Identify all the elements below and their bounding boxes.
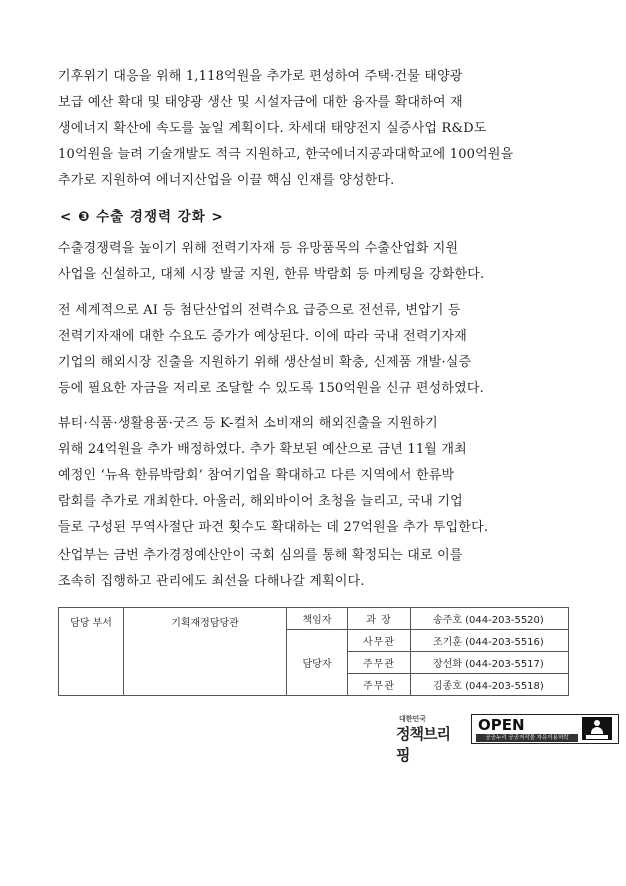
text-line: 들로 구성된 무역사절단 파견 횟수도 확대하는 데 27억원을 추가 투입한다. <box>58 520 489 535</box>
attribution-person-icon <box>582 717 612 740</box>
paragraph-closing <box>58 543 570 595</box>
contact-title: 사무관 <box>348 630 411 652</box>
logo-caption: 대한민국 <box>399 715 427 723</box>
text-line: 기업의 해외시장 진출을 지원하기 위해 생산설비 확충, 신제품 개발·실증 <box>58 355 472 370</box>
text-line: 등에 필요한 자금을 저리로 조달할 수 있도록 150억원을 신규 편성하였다. <box>58 381 484 396</box>
contact-info: 송주호 (044-203-5520) <box>411 608 569 630</box>
responsible-label: 책임자 <box>287 608 348 630</box>
dept-value: 기획재정담당관 <box>124 608 287 696</box>
paragraph-export-competitiveness <box>58 236 570 288</box>
contact-title: 주무관 <box>348 652 411 674</box>
staff-label: 담당자 <box>287 630 348 696</box>
contact-table <box>58 607 569 696</box>
paragraph-k-culture <box>58 411 570 541</box>
paragraph-renewable-energy <box>58 64 570 194</box>
text-line: 추가로 지원하여 에너지산업을 이끌 핵심 인재를 양성한다. <box>58 173 395 188</box>
contact-title: 주무관 <box>348 674 411 696</box>
text-line: 보급 예산 확대 및 태양광 생산 및 시설자금에 대한 융자를 확대하여 재 <box>58 95 463 110</box>
text-line: 예정인 ‘뉴욕 한류박람회’ 참여기업을 확대하고 다른 지역에서 한류박 <box>58 468 455 483</box>
text-line: 사업을 신설하고, 대체 시장 발굴 지원, 한류 박람회 등 마케팅을 강화한다. <box>58 267 485 282</box>
kogl-open-badge <box>471 714 619 744</box>
contact-info: 조기훈 (044-203-5516) <box>411 630 569 652</box>
section-heading: < ❸ 수출 경쟁력 강화 > <box>60 209 224 225</box>
contact-info: 장선화 (044-203-5517) <box>411 652 569 674</box>
paragraph-power-equipment <box>58 298 570 402</box>
text-line: 전 세계적으로 AI 등 첨단산업의 전력수요 급증으로 전선류, 변압기 등 <box>58 303 461 318</box>
dept-label: 담당 부서 <box>59 608 124 696</box>
text-line: 위해 24억원을 추가 배정하였다. 추가 확보된 예산으로 금년 11월 개최 <box>58 442 467 457</box>
open-label: OPEN <box>478 716 525 734</box>
text-line: 10억원을 늘려 기술개발도 적극 지원하고, 한국에너지공과대학교에 100억원을 <box>58 147 514 162</box>
text-line: 뷰티·식품·생활용품·굿즈 등 K-컬처 소비재의 해외진출을 지원하기 <box>58 416 438 431</box>
contact-info: 김종호 (044-203-5518) <box>411 674 569 696</box>
text-line: 생에너지 확산에 속도를 높일 계획이다. 차세대 태양전지 실증사업 R&D도 <box>58 121 487 136</box>
logo-title: 정책브리핑 <box>396 725 450 764</box>
text-line: 수출경쟁력을 높이기 위해 전력기자재 등 유망품목의 수출산업화 지원 <box>58 241 459 256</box>
policy-briefing-logo <box>392 714 462 764</box>
open-sub-label: 공공누리 공공저작물 자유이용허락 <box>476 734 578 742</box>
text-line: 기후위기 대응을 위해 1,118억원을 추가로 편성하여 주택·건물 태양광 <box>58 69 463 84</box>
text-line: 산업부는 금번 추가경정예산안이 국회 심의를 통해 확정되는 대로 이를 <box>58 548 463 563</box>
text-line: 람회를 추가로 개최한다. 아울러, 해외바이어 초청을 늘리고, 국내 기업 <box>58 494 463 509</box>
contact-title: 과 장 <box>348 608 411 630</box>
text-line: 조속히 집행하고 관리에도 최선을 다해나갈 계획이다. <box>58 574 365 589</box>
text-line: 전력기자재에 대한 수요도 증가가 예상된다. 이에 따라 국내 전력기자재 <box>58 329 467 344</box>
